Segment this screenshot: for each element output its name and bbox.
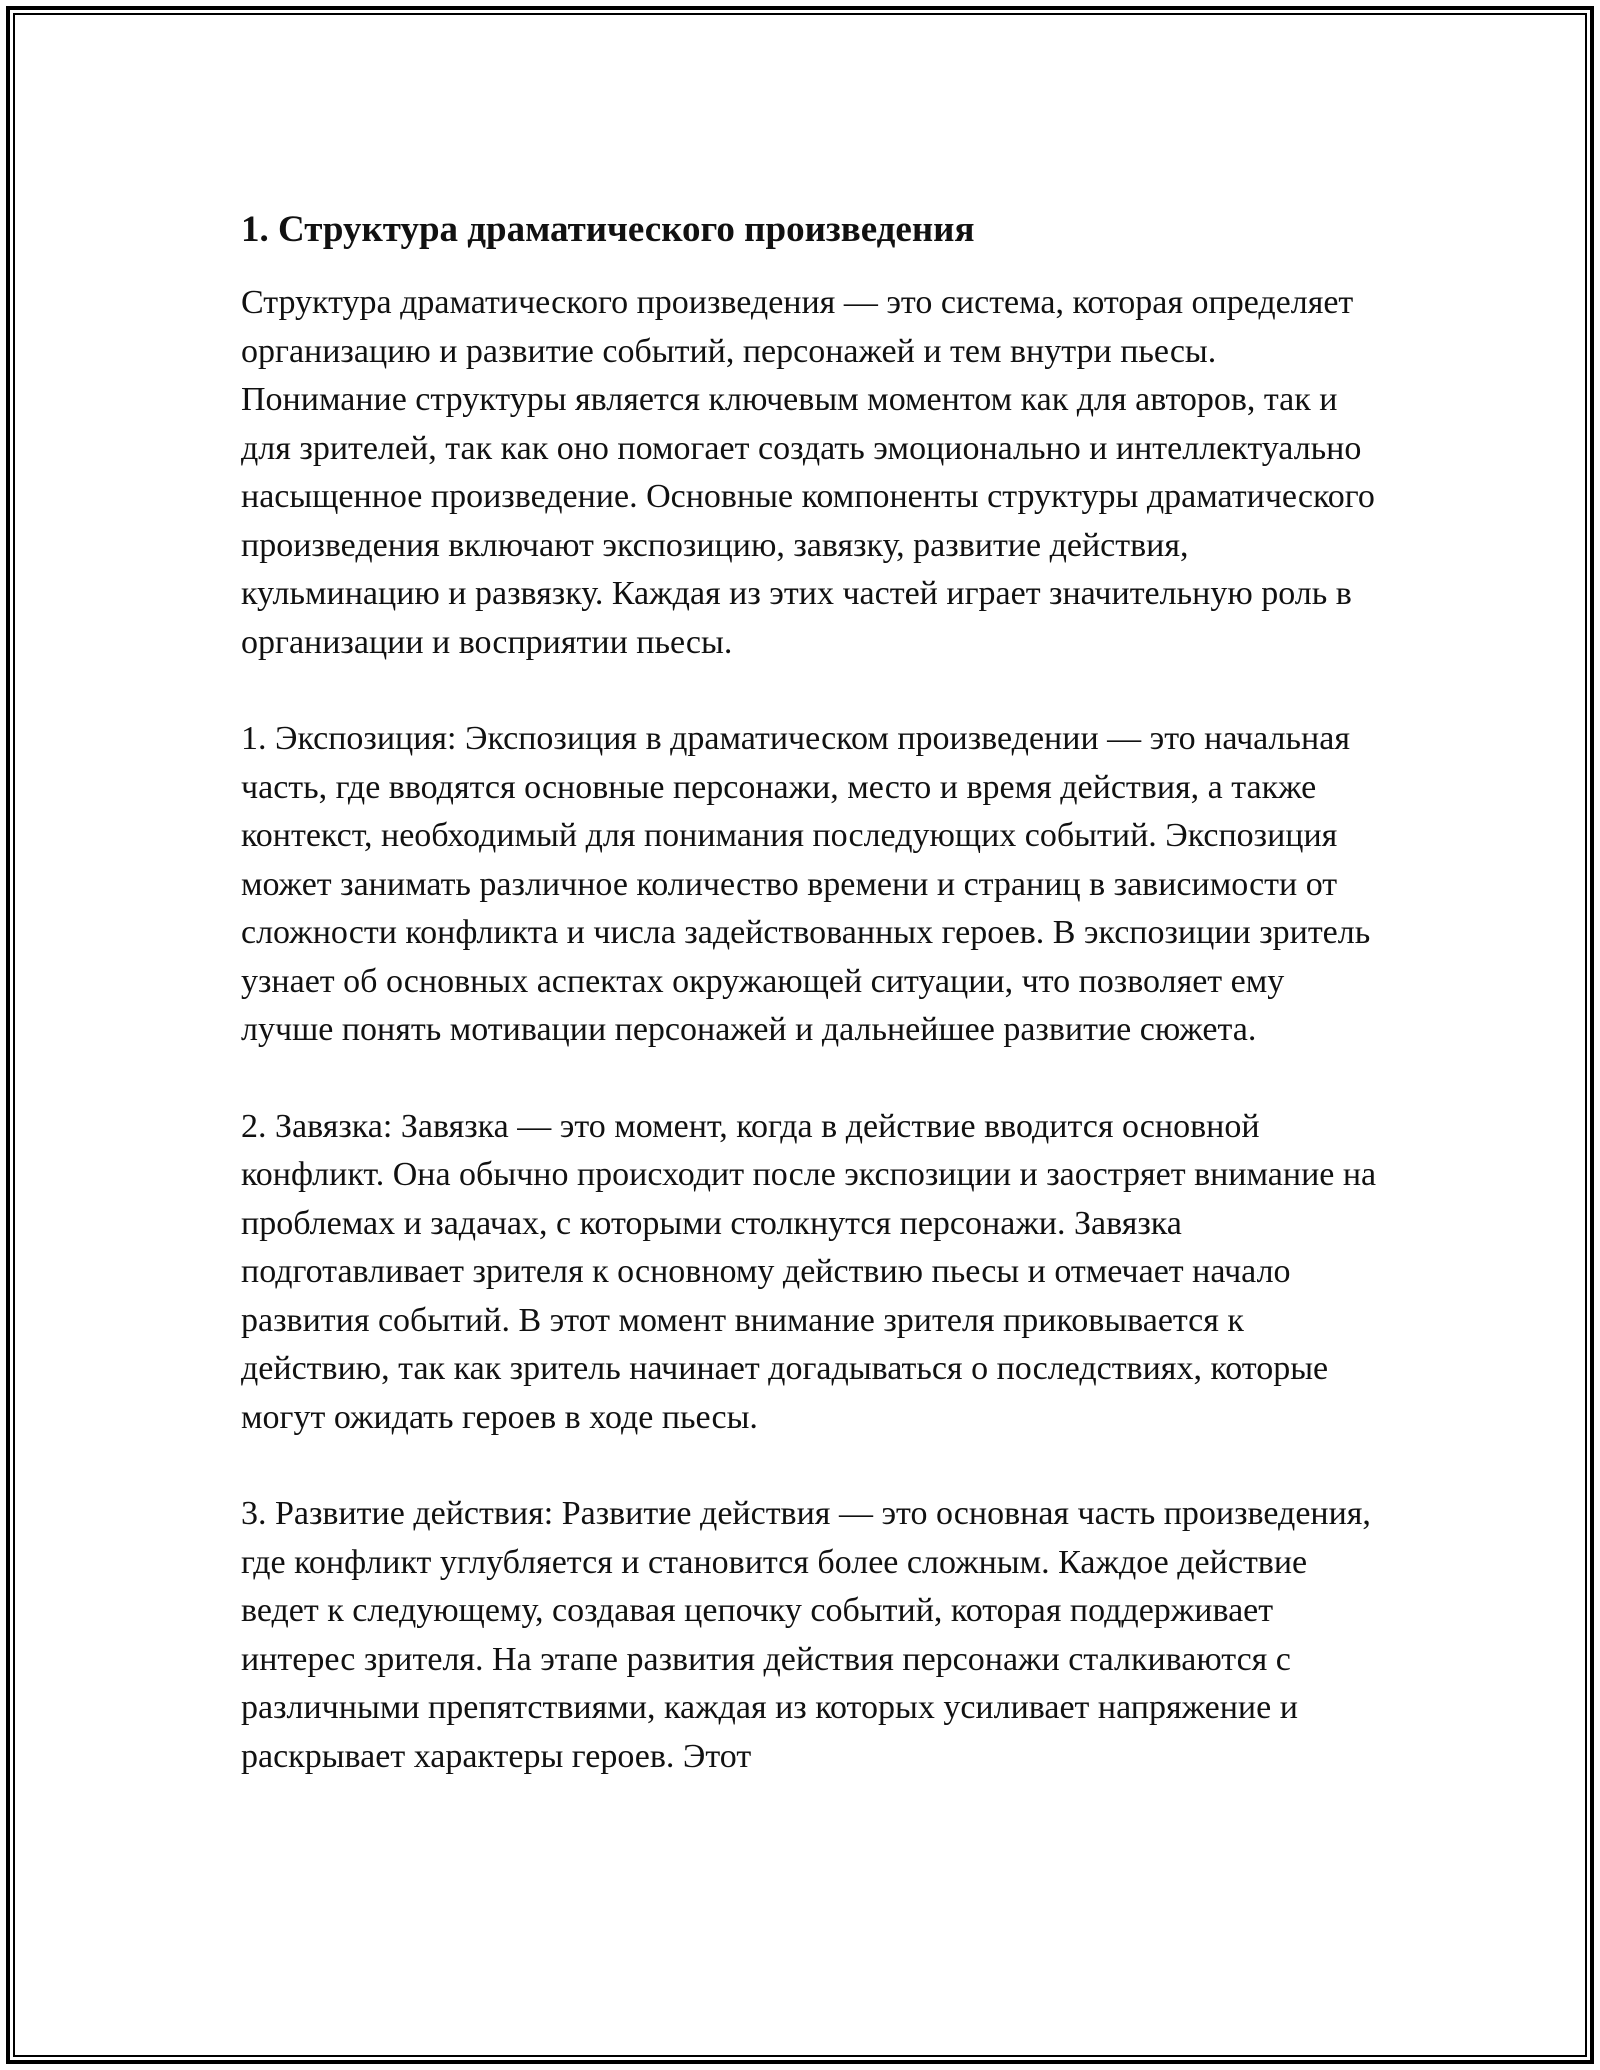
paragraph-rising-action: 3. Развитие действия: Развитие действия — это основная часть произведения, где конфликт углубляется и становится более сложным. Каждое действие ведет к следующему, создавая цепочку событий, которая поддерживает интерес зрителя. На этапе развития действия персонажи сталкиваются с различными препятствиями, каждая из которых усиливает напряжение и раскрывает характеры героев. Этот	[241, 1495, 1371, 1775]
paragraph-inciting-incident: 2. Завязка: Завязка — это момент, когда в действие вводится основной конфликт. Она обычно происходит после экспозиции и заостряет внимание на проблемах и задачах, с которыми столкнутся персонажи. Завязка подготавливает зрителя к основному действию пьесы и отмечает начало развития событий. В этот момент внимание зрителя приковывается к действию, так как зритель начинает догадываться о последствиях, которые могут ожидать героев в ходе пьесы.	[241, 1107, 1377, 1436]
document-body	[241, 201, 1381, 1829]
page-border-inner	[13, 13, 1587, 2057]
page-border	[6, 6, 1594, 2064]
paragraph-exposition: 1. Экспозиция: Экспозиция в драматическом произведении — это начальная часть, где вводятся основные персонажи, место и время действия, а также контекст, необходимый для понимания последующих событий. Экспозиция может занимать различное количество времени и страниц в зависимости от сложности конфликта и числа задействованных героев. В экспозиции зритель узнает об основных аспектах окружающей ситуации, что позволяет ему лучше понять мотивации персонажей и дальнейшее развитие сюжета.	[241, 720, 1371, 1048]
section-heading: 1. Структура драматического произведения	[241, 209, 975, 250]
paragraph-intro: Структура драматического произведения — это система, которая определяет организацию и развитие событий, персонажей и тем внутри пьесы. Понимание структуры является ключевым моментом как для авторов, так и для зрителей, так как оно помогает создать эмоционально и интеллектуально насыщенное произведение. Основные компоненты структуры драматического произведения включают экспозицию, завязку, развитие действия, кульминацию и развязку. Каждая из этих частей играет значительную роль в организации и восприятии пьесы.	[241, 284, 1375, 661]
